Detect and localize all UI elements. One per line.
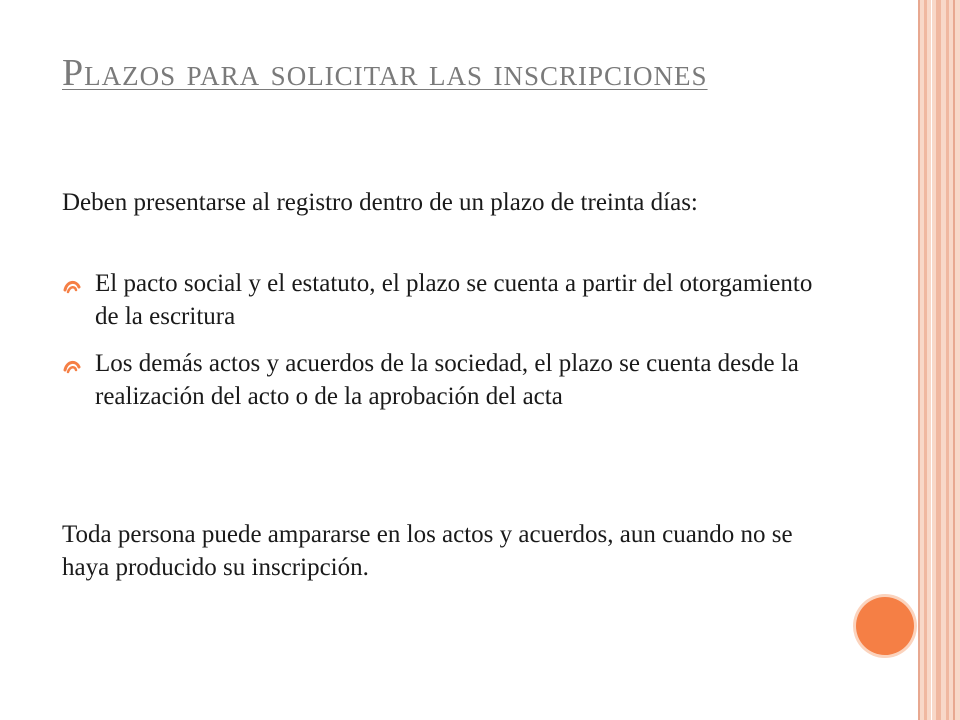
intro-paragraph: Deben presentarse al registro dentro de un plazo de treinta días: bbox=[62, 189, 698, 216]
orange-arc-bullet-icon bbox=[62, 358, 82, 374]
orange-arc-bullet-icon bbox=[62, 278, 82, 294]
slide-title: Plazos para solicitar las inscripciones bbox=[62, 52, 708, 94]
closing-paragraph: Toda persona puede ampararse en los actos y acuerdos, aun cuando no se haya producido su inscripción. bbox=[62, 521, 793, 581]
bullet-text: Los demás actos y acuerdos de la sociedad, el plazo se cuenta desde la realización del acto o de la aprobación del acta bbox=[95, 350, 799, 410]
decorative-stripe-line bbox=[953, 0, 955, 720]
orange-accent-circle bbox=[856, 597, 914, 655]
decorative-stripe-line bbox=[924, 0, 927, 720]
decorative-stripe-line bbox=[936, 0, 941, 720]
bullet-item bbox=[62, 347, 822, 413]
bullet-text: El pacto social y el estatuto, el plazo se cuenta a partir del otorgamiento de la escritura bbox=[95, 270, 813, 330]
decorative-stripe-line bbox=[918, 0, 920, 720]
decorative-stripe-line bbox=[931, 0, 932, 720]
decorative-stripe-line bbox=[946, 0, 949, 720]
bullet-item bbox=[62, 267, 822, 333]
bullet-list bbox=[62, 267, 822, 427]
